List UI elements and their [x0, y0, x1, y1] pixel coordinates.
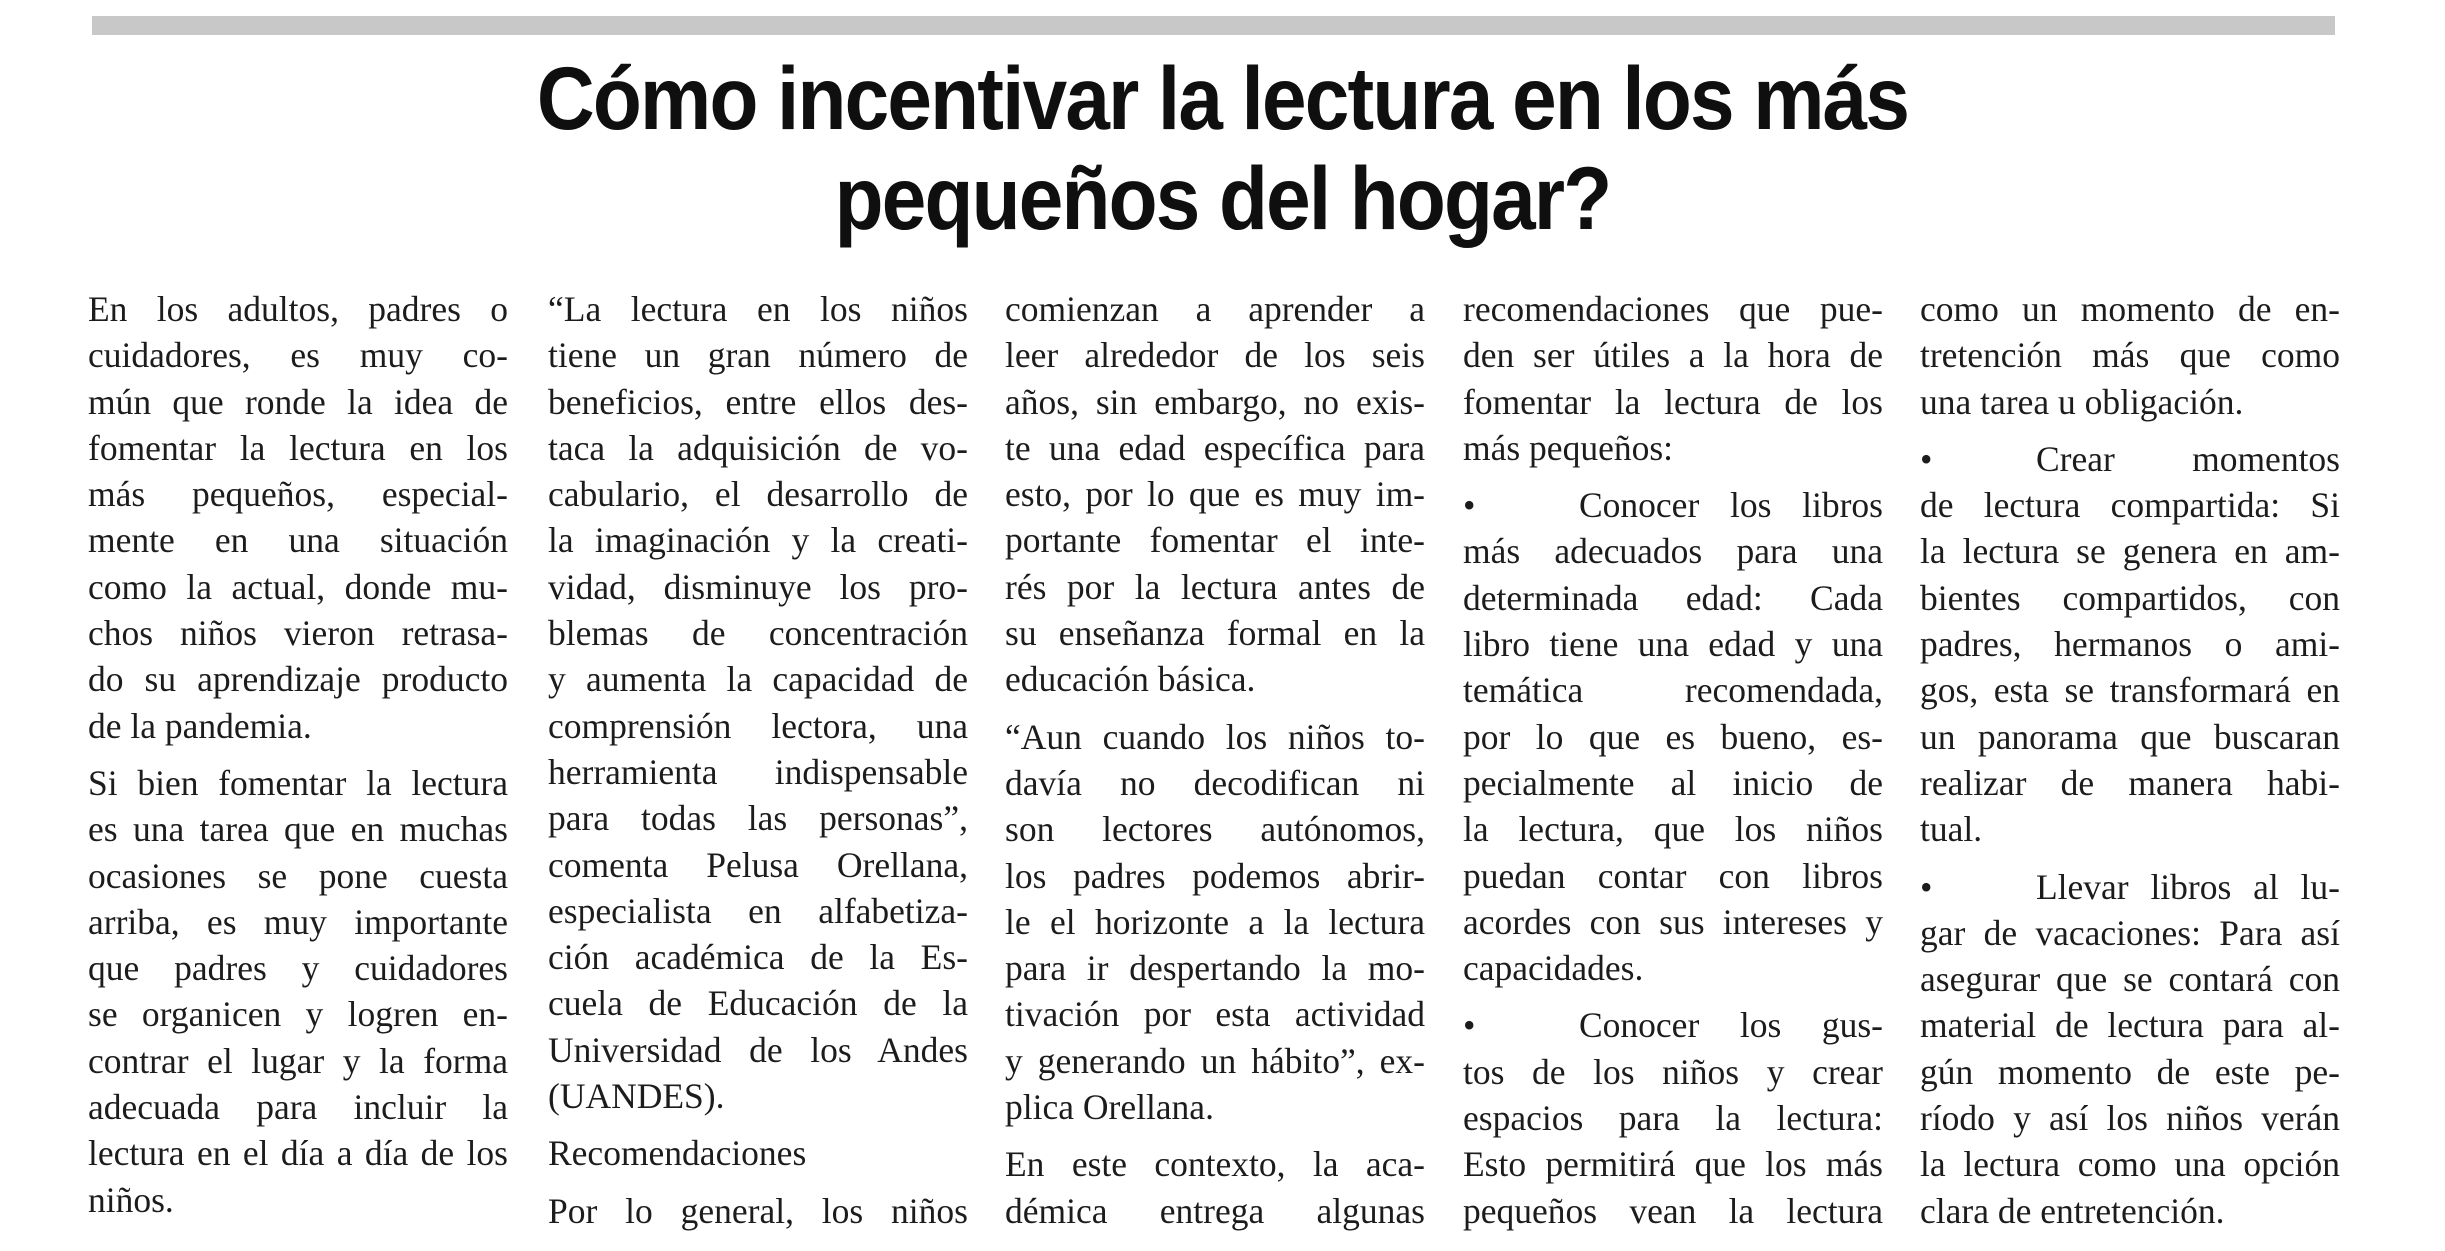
text-line: determinada edad: Cada [1463, 577, 1883, 618]
text-line: y generando un hábito”, ex- [1005, 1040, 1425, 1081]
bullet-dot: • [1920, 438, 1933, 479]
text-line: es una tarea que en muchas [88, 809, 508, 850]
text-line: un panorama que buscaran [1920, 716, 2340, 757]
text-line: más adecuados para una [1463, 531, 1883, 572]
text-line: davía no decodifican ni [1005, 762, 1425, 803]
text-line: años, sin embargo, no exis- [1005, 381, 1425, 422]
article-column-2 [548, 286, 968, 1234]
text-line: “Aun cuando los niños to- [1005, 716, 1425, 757]
bullet-line [1920, 436, 2340, 482]
text-line: rés por la lectura antes de [1005, 566, 1425, 607]
text-line: pecialmente al inicio de [1463, 762, 1883, 803]
text-line: como la actual, donde mu- [88, 566, 508, 607]
text-line: fomentar la lectura en los [88, 427, 508, 468]
bullet-dot: • [1463, 485, 1476, 526]
text-line: libro tiene una edad y una [1463, 624, 1883, 665]
article-column-5 [1920, 286, 2340, 1234]
paragraph-gap [1920, 425, 2340, 436]
text-line: tiene un gran número de [548, 335, 968, 376]
headline-line-2: pequeños del hogar? [834, 148, 1611, 248]
bullet-line [1463, 1002, 1883, 1048]
text-line: los padres podemos abrir- [1005, 855, 1425, 896]
bullet-dot: • [1463, 1005, 1476, 1046]
text-line: temática recomendada, [1463, 670, 1883, 711]
text-line: la lectura se genera en am- [1920, 531, 2340, 572]
text-line: contrar el lugar y la forma [88, 1040, 508, 1081]
text-line: comprensión lectora, una [548, 705, 968, 746]
text-line: espacios para la lectura: [1463, 1098, 1883, 1139]
text-line: cabulario, el desarrollo de [548, 474, 968, 515]
text-line: que padres y cuidadores [88, 948, 508, 989]
article-column-1 [88, 286, 508, 1223]
text-line: acordes con sus intereses y [1463, 901, 1883, 942]
text-line: adecuada para incluir la [88, 1087, 508, 1128]
text-line: comienzan a aprender a [1005, 289, 1425, 329]
text-line: (UANDES). [548, 1076, 725, 1117]
text-line: la lectura, que los niños [1463, 809, 1883, 850]
text-line: la imaginación y la creati- [548, 520, 968, 561]
text-line: tual. [1920, 809, 1983, 850]
top-rule [92, 16, 2335, 35]
bullet-text: Llevar libros al lu- [2036, 866, 2340, 907]
text-line: tivación por esta actividad [1005, 994, 1425, 1035]
text-line: “La lectura en los niños [548, 289, 968, 329]
bullet-text: Crear momentos [2036, 438, 2340, 479]
text-line: por lo que es bueno, es- [1463, 716, 1883, 757]
text-line: mente en una situación [88, 520, 508, 561]
text-line: Universidad de los Andes [548, 1029, 968, 1070]
paragraph-gap [1920, 853, 2340, 864]
text-line: chos niños vieron retrasa- [88, 613, 508, 654]
bullet-line [1463, 482, 1883, 528]
text-line: educación básica. [1005, 659, 1256, 700]
text-line: de la pandemia. [88, 705, 312, 746]
text-line: do su aprendizaje producto [88, 659, 508, 700]
text-line: gar de vacaciones: Para así [1920, 912, 2340, 953]
text-line: cuidadores, es muy co- [88, 335, 508, 376]
text-line: En los adultos, padres o [88, 289, 508, 329]
text-line: blemas de concentración [548, 613, 968, 654]
text-line: Esto permitirá que los más [1463, 1144, 1883, 1185]
text-line: tretención más que como [1920, 335, 2340, 376]
text-line: gún momento de este pe- [1920, 1051, 2340, 1092]
text-line: den ser útiles a la hora de [1463, 335, 1883, 376]
text-line: En este contexto, la aca- [1005, 1144, 1425, 1185]
text-line: beneficios, entre ellos des- [548, 381, 968, 422]
text-line: niños. [88, 1179, 174, 1220]
text-line: especialista en alfabetiza- [548, 890, 968, 931]
text-line: ocasiones se pone cuesta [88, 855, 508, 896]
text-line: esto, por lo que es muy im- [1005, 474, 1425, 515]
text-line: gos, esta se transformará en [1920, 670, 2340, 711]
paragraph-gap [548, 1177, 968, 1188]
text-line: su enseñanza formal en la [1005, 613, 1425, 654]
text-line: te una edad específica para [1005, 427, 1425, 468]
article-column-3 [1005, 286, 1425, 1234]
text-line: leer alrededor de los seis [1005, 335, 1425, 376]
text-line: tos de los niños y crear [1463, 1051, 1883, 1092]
text-line: clara de entretención. [1920, 1190, 2225, 1231]
text-line: una tarea u obligación. [1920, 381, 2244, 422]
paragraph-gap [1005, 703, 1425, 714]
text-line: Recomendaciones [548, 1133, 807, 1174]
bullet-text: Conocer los libros [1579, 485, 1883, 526]
text-line: démica entrega algunas [1005, 1190, 1425, 1231]
paragraph-gap [88, 749, 508, 760]
paragraph-gap [1463, 991, 1883, 1002]
text-line: ríodo y así los niños verán [1920, 1098, 2340, 1139]
text-line: la lectura como una opción [1920, 1144, 2340, 1185]
paragraph-gap [548, 1119, 968, 1130]
text-line: bientes compartidos, con [1920, 577, 2340, 618]
text-line: para todas las personas”, [548, 798, 968, 839]
text-line: Por lo general, los niños [548, 1190, 968, 1231]
bullet-dot: • [1920, 866, 1933, 907]
text-line: de lectura compartida: Si [1920, 485, 2340, 526]
text-line: padres, hermanos o ami- [1920, 624, 2340, 665]
text-line: y aumenta la capacidad de [548, 659, 968, 700]
text-line: taca la adquisición de vo- [548, 427, 968, 468]
paragraph-gap [1463, 471, 1883, 482]
text-line: puedan contar con libros [1463, 855, 1883, 896]
text-line: portante fomentar el inte- [1005, 520, 1425, 561]
text-line: realizar de manera habi- [1920, 762, 2340, 803]
text-line: para ir despertando la mo- [1005, 948, 1425, 989]
text-line: ción académica de la Es- [548, 937, 968, 978]
text-line: material de lectura para al- [1920, 1005, 2340, 1046]
text-line: lectura en el día a día de los [88, 1133, 508, 1174]
text-line: fomentar la lectura de los [1463, 381, 1883, 422]
text-line: son lectores autónomos, [1005, 809, 1425, 850]
text-line: se organicen y logren en- [88, 994, 508, 1035]
text-line: herramienta indispensable [548, 751, 968, 792]
text-line: plica Orellana. [1005, 1087, 1214, 1128]
paragraph-gap [1005, 1130, 1425, 1141]
text-line: más pequeños: [1463, 427, 1674, 468]
text-line: cuela de Educación de la [548, 983, 968, 1024]
text-line: asegurar que se contará con [1920, 959, 2340, 1000]
article-column-4 [1463, 286, 1883, 1234]
text-line: recomendaciones que pue- [1463, 289, 1883, 329]
text-line: arriba, es muy importante [88, 901, 508, 942]
text-line: más pequeños, especial- [88, 474, 508, 515]
text-line: pequeños vean la lectura [1463, 1190, 1883, 1231]
text-line: le el horizonte a la lectura [1005, 901, 1425, 942]
article-headline [122, 48, 2323, 248]
text-line: capacidades. [1463, 948, 1644, 989]
bullet-line [1920, 864, 2340, 910]
text-line: como un momento de en- [1920, 289, 2340, 329]
text-line: mún que ronde la idea de [88, 381, 508, 422]
text-line: Si bien fomentar la lectura [88, 762, 508, 803]
bullet-text: Conocer los gus- [1579, 1005, 1883, 1046]
headline-line-1: Cómo incentivar la lectura en los más [536, 48, 1909, 148]
text-line: vidad, disminuye los pro- [548, 566, 968, 607]
text-line: comenta Pelusa Orellana, [548, 844, 968, 885]
